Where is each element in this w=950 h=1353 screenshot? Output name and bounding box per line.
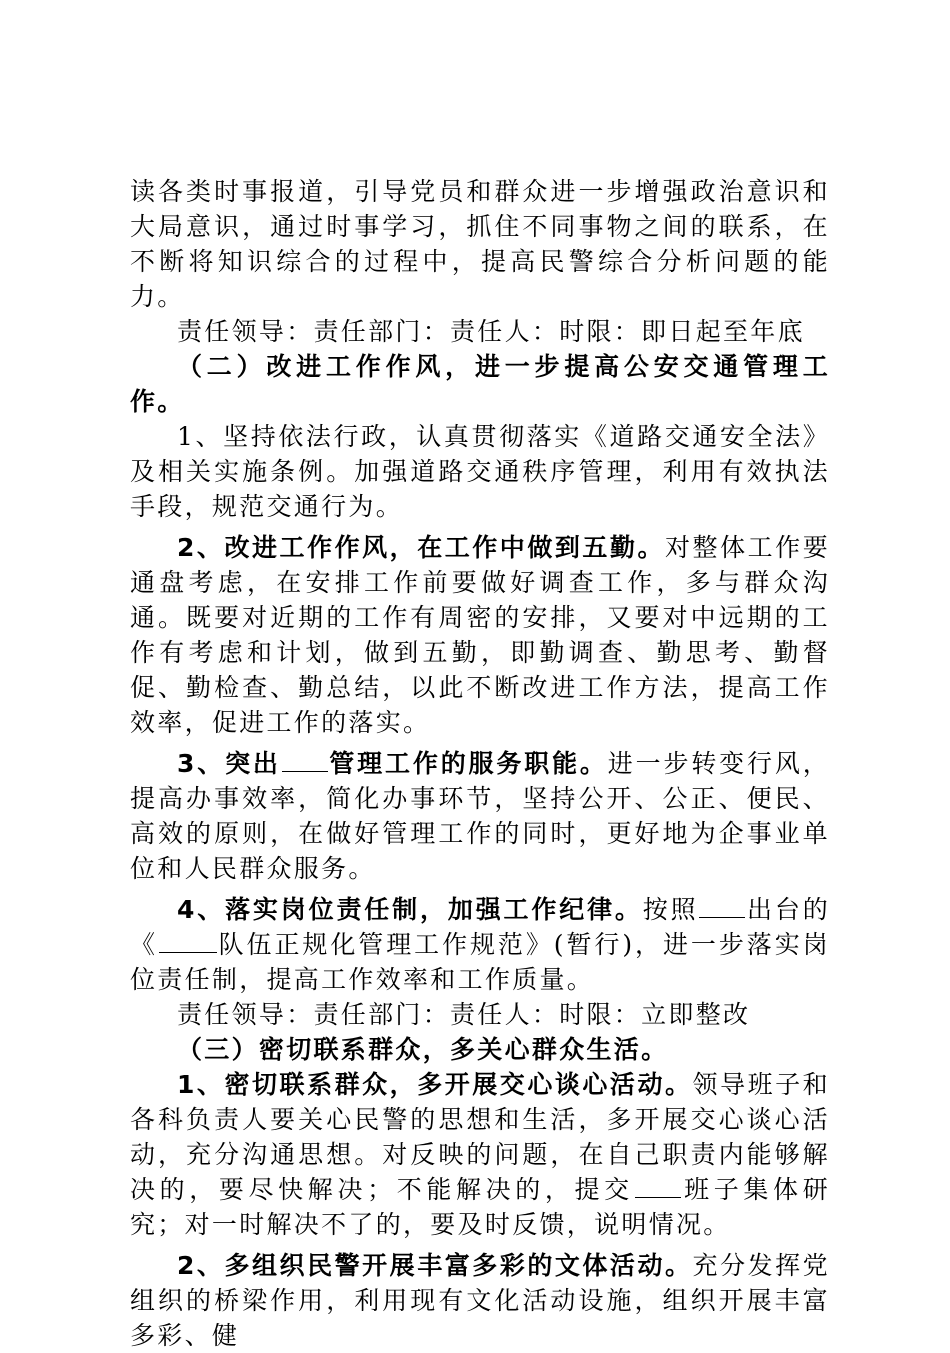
paragraph-item-2 <box>130 530 830 740</box>
blank-field <box>635 1175 681 1198</box>
paragraph-item-5 <box>130 1067 830 1242</box>
item-4-text-c: 队伍正规化管理工作规范》(暂行)，进一步落实岗位责任制，提高工作效率和工作质量。 <box>130 930 830 994</box>
item-3-heading-a: 3、突出 <box>177 749 281 778</box>
paragraph-item-1: 1、坚持依法行政，认真贯彻落实《道路交通安全法》及相关实施条例。加强道路交通秩序管理，利用有效执法手段，规范交通行为。 <box>130 422 830 521</box>
responsibility-line-2: 责任领导：责任部门：责任人：时限：立即整改 <box>177 1000 751 1029</box>
paragraph-continuation: 读各类时事报道，引导党员和群众进一步增强政治意识和大局意识，通过时事学习，抓住不同事物之间的联系，在不断将知识综合的过程中，提高民警综合分析问题的能力。 <box>130 177 830 311</box>
document-body <box>130 174 830 1353</box>
section-heading-3: （三）密切联系群众，多关心群众生活。 <box>177 1035 669 1064</box>
item-3-heading-b: 管理工作的服务职能。 <box>328 749 608 778</box>
paragraph-item-4 <box>130 892 830 997</box>
item-3-text: 进一步转变行风，提高办事效率，简化办事环节，坚持公开、公正、便民、高效的原则，在做好管理工作的同时，更好地为企事业单位和人民群众服务。 <box>130 749 830 883</box>
paragraph-item-6 <box>130 1248 830 1353</box>
item-5-text-a: 领导班子和各科负责人要关心民警的思想和生活，多开展交心谈心活动，充分沟通思想。对反映的问题，在自己职责内能够解决的，要尽快解决；不能解决的，提交 <box>130 1070 830 1204</box>
blank-field <box>159 930 217 953</box>
item-6-heading: 2、多组织民警开展丰富多彩的文体活动。 <box>177 1251 693 1280</box>
responsibility-line-1: 责任领导：责任部门：责任人：时限：即日起至年底 <box>177 317 805 346</box>
item-4-heading: 4、落实岗位责任制，加强工作纪律。 <box>177 895 643 924</box>
item-4-text-b: 出台的《 <box>130 895 831 959</box>
section-heading-2: （二）改进工作作风，进一步提高公安交通管理工作。 <box>130 352 830 416</box>
item-4-text-a: 按照 <box>642 895 699 924</box>
item-2-heading: 2、改进工作作风，在工作中做到五勤。 <box>177 533 666 562</box>
paragraph-item-3 <box>130 746 830 886</box>
blank-field <box>699 895 745 918</box>
item-5-text-b: 班子集体研究；对一时解决不了的，要及时反馈，说明情况。 <box>130 1175 830 1239</box>
blank-field <box>282 749 328 772</box>
item-6-text: 充分发挥党组织的桥梁作用，利用现有文化活动设施，组织开展丰富多彩、健 <box>130 1251 830 1350</box>
item-5-heading: 1、密切联系群众，多开展交心谈心活动。 <box>177 1070 693 1099</box>
item-2-text: 对整体工作要通盘考虑，在安排工作前要做好调查工作，多与群众沟通。既要对近期的工作有周密的安排，又要对中远期的工作有考虑和计划，做到五勤，即勤调查、勤思考、勤督促、勤检查、勤总结，以此不断改进工作方法，提高工作效率，促进工作的落实。 <box>130 533 830 737</box>
